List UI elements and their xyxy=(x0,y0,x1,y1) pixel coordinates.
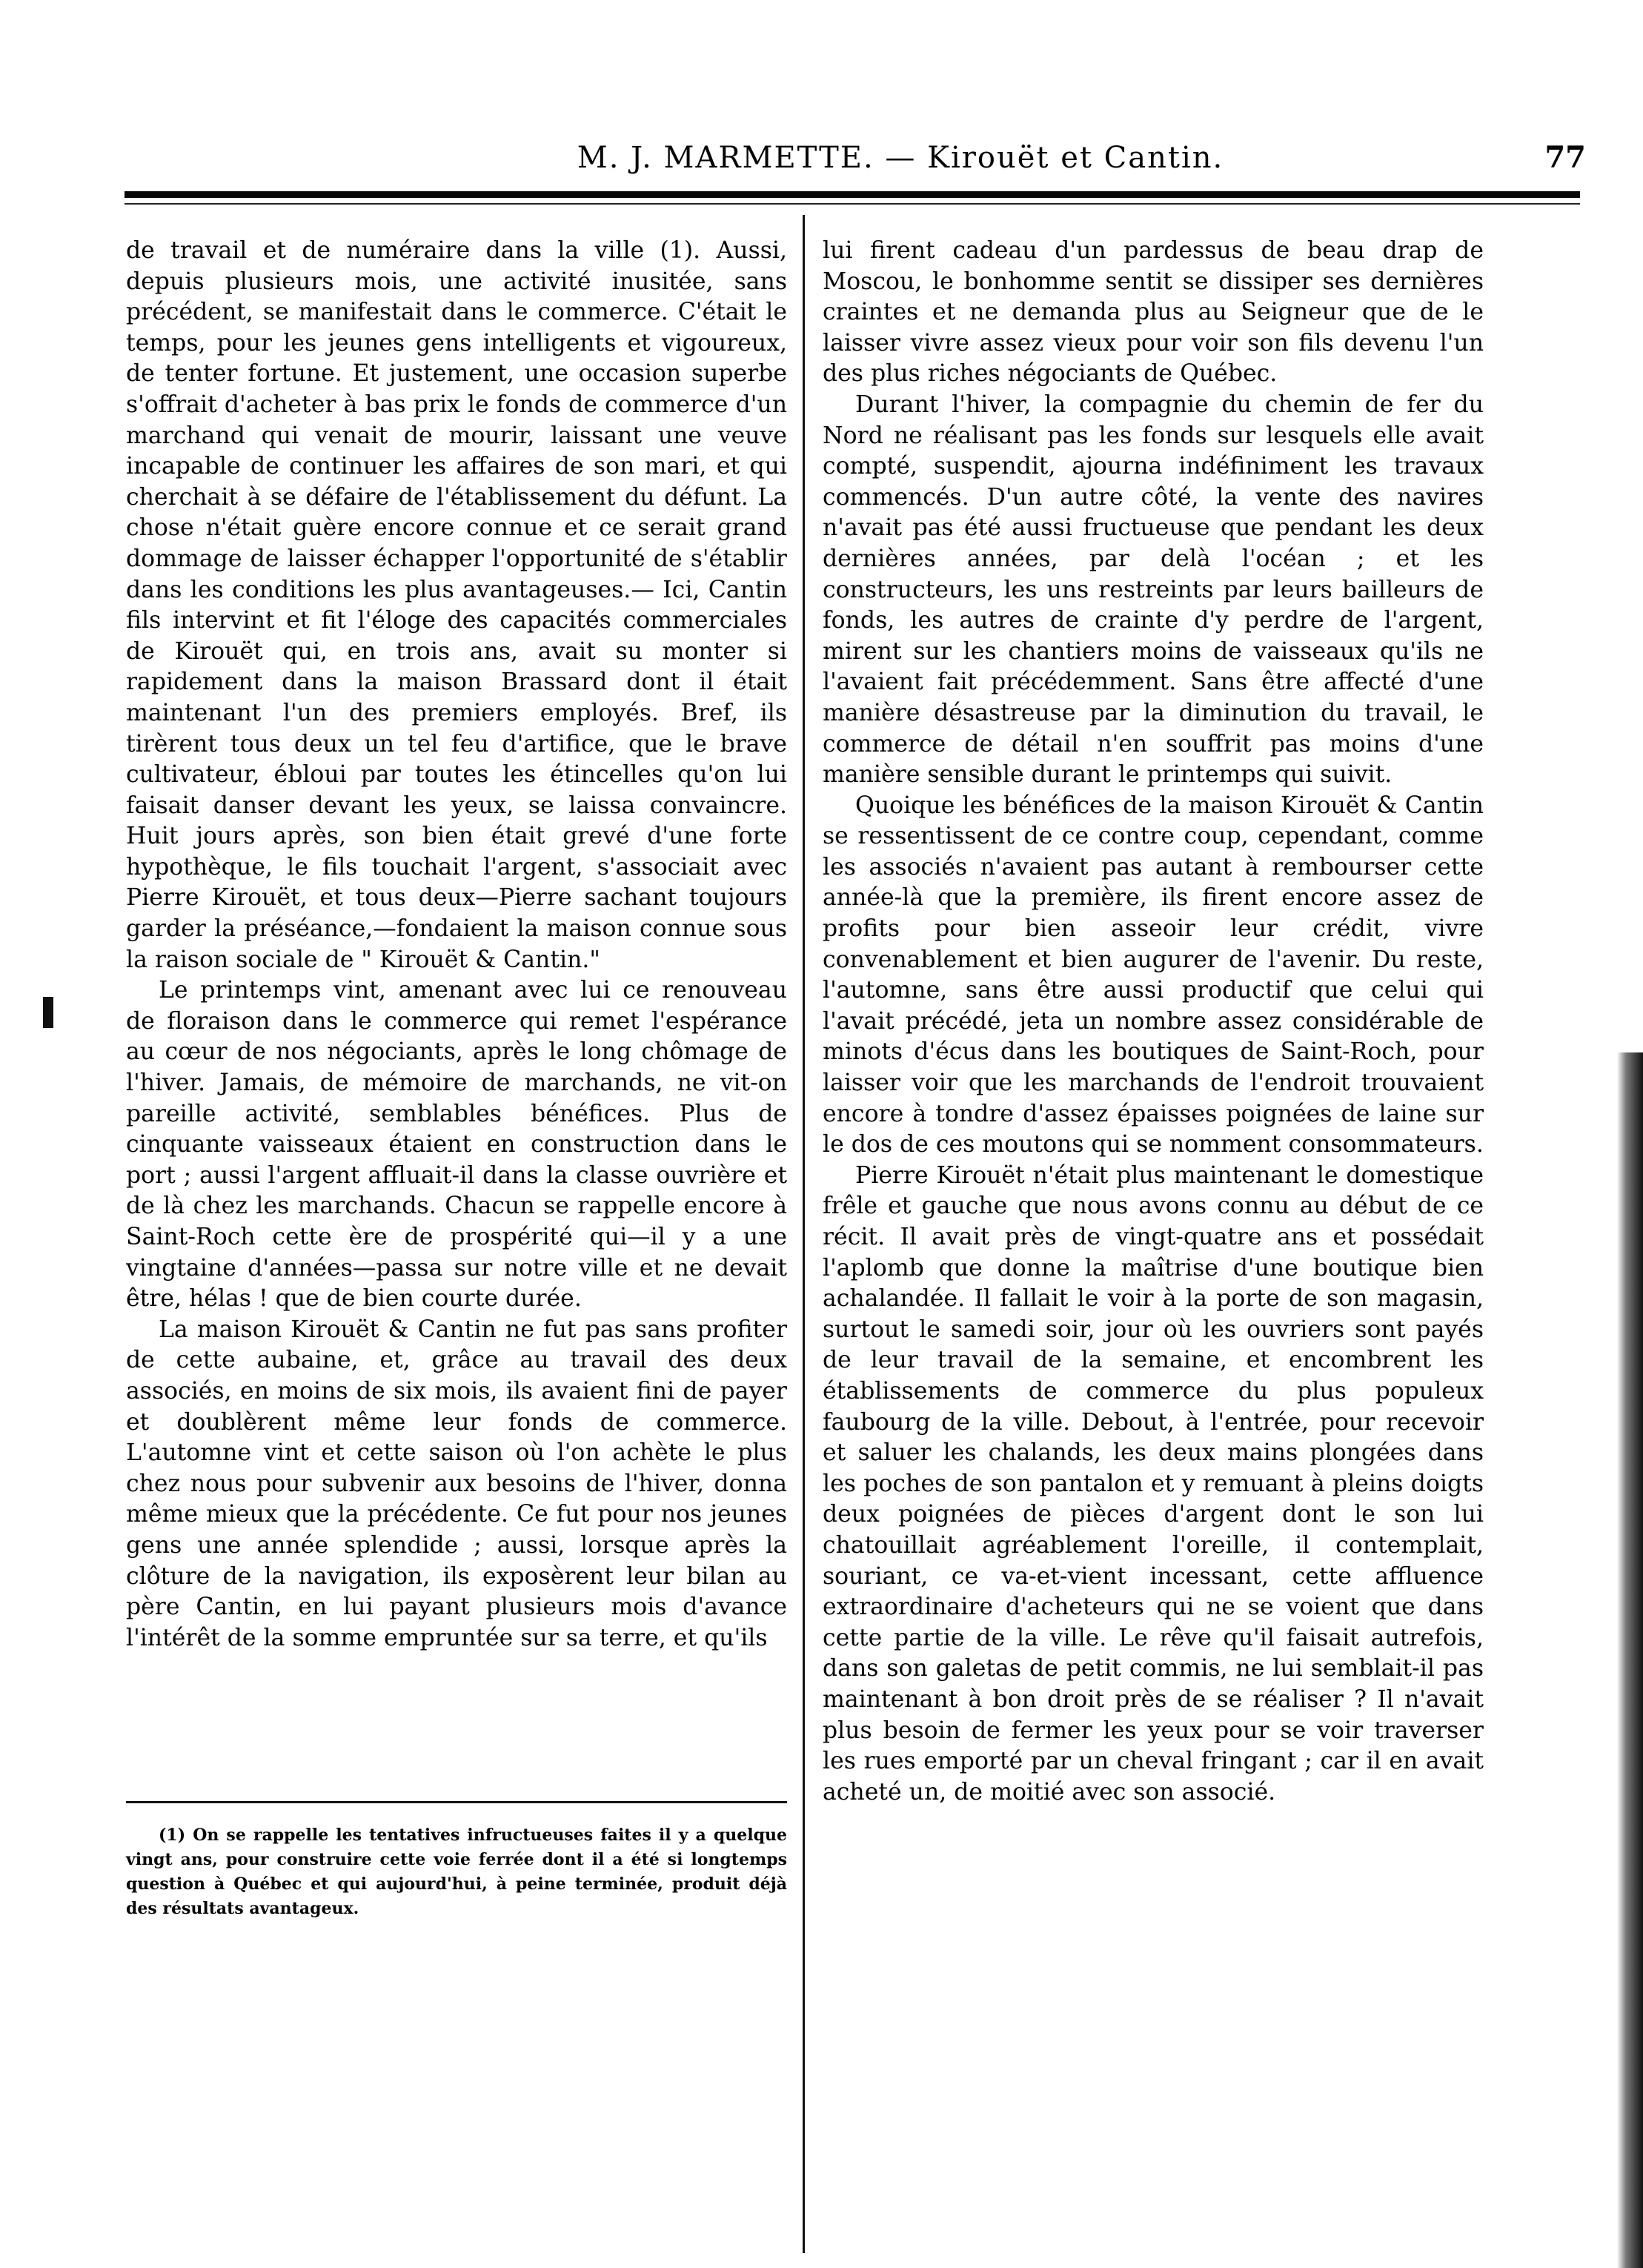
page-number: 77 xyxy=(1544,140,1586,175)
paragraph: de travail et de numéraire dans la ville (1). Aussi, depuis plusieurs mois, une activité inusitée, sans précédent, se manifestait dans le commerce. C'était le temps, pour les jeunes gens intelligents et vigoureux, de tenter fortune. Et justement, une occasion superbe s'offrait d'acheter à bas prix le fonds de commerce d'un marchand qui venait de mourir, laissant une veuve incapable de continuer les affaires de son mari, et qui cherchait à se défaire de l'établissement du défunt. La chose n'était guère encore connue et ce serait grand dommage de laisser échapper l'opportunité de s'établir dans les conditions les plus avantageuses.— Ici, Cantin fils intervint et fit l'éloge des capacités commerciales de Kirouët qui, en trois ans, avait su monter si rapidement dans la maison Brassard dont il était maintenant l'un des premiers employés. Bref, ils tirèrent tous deux un tel feu d'artifice, que le brave cultivateur, ébloui par toutes les étincelles qu'on lui faisait danser devant les yeux, se laissa convaincre. Huit jours après, son bien était grevé d'une forte hypothèque, le fils touchait l'argent, s'associait avec Pierre Kirouët, et tous deux—Pierre sachant toujours garder la préséance,—fondaient la maison connue sous la raison sociale de " Kirouët & Cantin." xyxy=(126,237,787,973)
running-header xyxy=(126,139,1586,176)
paragraph: La maison Kirouët & Cantin ne fut pas sans profiter de cette aubaine, et, grâce au travail des deux associés, en moins de six mois, ils avaient fini de payer et doublèrent même leur fonds de commerce. L'automne vint et cette saison où l'on achète le plus chez nous pour subvenir aux besoins de l'hiver, donna même mieux que la précédente. Ce fut pour nos jeunes gens une année splendide ; aussi, lorsque après la clôture de la navigation, ils exposèrent leur bilan au père Cantin, en lui payant plusieurs mois d'avance l'intérêt de la somme empruntée sur sa terre, et qu'ils xyxy=(126,1316,787,1651)
paragraph: Quoique les bénéfices de la maison Kirouët & Cantin se ressentissent de ce contre coup, cependant, comme les associés n'avaient pas autant à rembourser cette année-là que la première, ils firent encore assez de profits pour bien asseoir leur crédit, vivre convenablement et bien augurer de l'avenir. Du reste, l'automne, sans être aussi productif que celui qui l'avait précédé, jeta un nombre assez considérable de minots d'écus dans les boutiques de Saint-Roch, pour laisser voir que les marchands de l'endroit trouvaient encore à tondre d'assez épaisses poignées de laine sur le dos de ces moutons qui se nomment consommateurs. xyxy=(823,792,1484,1158)
footnote-rule xyxy=(126,1801,787,1803)
paragraph: Durant l'hiver, la compagnie du chemin de fer du Nord ne réalisant pas les fonds sur lesquels elle avait compté, suspendit, ajourna indéfiniment les travaux commencés. D'un autre côté, la vente des navires n'avait pas été aussi fructueuse que pendant les deux dernières années, par delà l'océan ; et les constructeurs, les uns restreints par leurs bailleurs de fonds, les autres de crainte d'y perdre de l'argent, mirent sur les chantiers moins de vaisseaux qu'ils ne l'avaient fait précédemment. Sans être affecté d'une manière désastreuse par la diminution du travail, le commerce de détail n'en souffrit pas moins d'une manière sensible durant le printemps qui suivit. xyxy=(823,391,1484,789)
running-head-title: M. J. MARMETTE. — Kirouët et Cantin. xyxy=(577,141,1224,175)
paragraph: Le printemps vint, amenant avec lui ce renouveau de floraison dans le commerce qui remet l'espérance au cœur de nos négociants, après le long chômage de l'hiver. Jamais, de mémoire de marchands, ne vit-on pareille activité, semblables bénéfices. Plus de cinquante vaisseaux étaient en construction dans le port ; aussi l'argent affluait-il dans la classe ouvrière et de là chez les marchands. Chacun se rappelle encore à Saint-Roch cette ère de prospérité qui—il y a une vingtaine d'années—passa sur notre ville et ne devait être, hélas ! que de bien courte durée. xyxy=(126,977,787,1313)
header-rule-thick xyxy=(125,191,1580,198)
header-rule-thin xyxy=(125,203,1580,205)
left-column xyxy=(126,236,787,1654)
scan-margin-mark xyxy=(43,997,53,1028)
column-divider xyxy=(803,215,805,2253)
footnote-text: (1) On se rappelle les tentatives infructueuses faites il y a quelque vingt ans, pour construire cette voie ferrée dont il a été si longtemps question à Québec et qui aujourd'hui, à peine terminée, produit déjà des résultats avantageux. xyxy=(126,1826,787,1918)
right-column xyxy=(823,236,1484,1808)
footnote xyxy=(126,1823,787,1921)
paragraph: lui firent cadeau d'un pardessus de beau drap de Moscou, le bonhomme sentit se dissiper ses dernières craintes et ne demanda plus au Seigneur que de le laisser vivre assez vieux pour voir son fils devenu l'un des plus riches négociants de Québec. xyxy=(823,237,1484,388)
scan-edge-shadow xyxy=(1617,1052,1643,2268)
paragraph: Pierre Kirouët n'était plus maintenant le domestique frêle et gauche que nous avons connu au début de ce récit. Il avait près de vingt-quatre ans et possédait l'aplomb que donne la maîtrise d'une boutique bien achalandée. Il fallait le voir à la porte de son magasin, surtout le samedi soir, jour où les ouvriers sont payés de leur travail de la semaine, et encombrent les établissements de commerce du plus populeux faubourg de la ville. Debout, à l'entrée, pour recevoir et saluer les chalands, les deux mains plongées dans les poches de son pantalon et y remuant à pleins doigts deux poignées de pièces d'argent dont le son lui chatouillait agréablement l'oreille, il contemplait, souriant, ce va-et-vient incessant, cette affluence extraordinaire d'acheteurs qui ne se voient que dans cette partie de la ville. Le rêve qu'il faisait autrefois, dans son galetas de petit commis, ne lui semblait-il pas maintenant à bon droit près de se réaliser ? Il n'avait plus besoin de fermer les yeux pour se voir traverser les rues emporté par un cheval fringant ; car il en avait acheté un, de moitié avec son associé. xyxy=(823,1161,1484,1806)
